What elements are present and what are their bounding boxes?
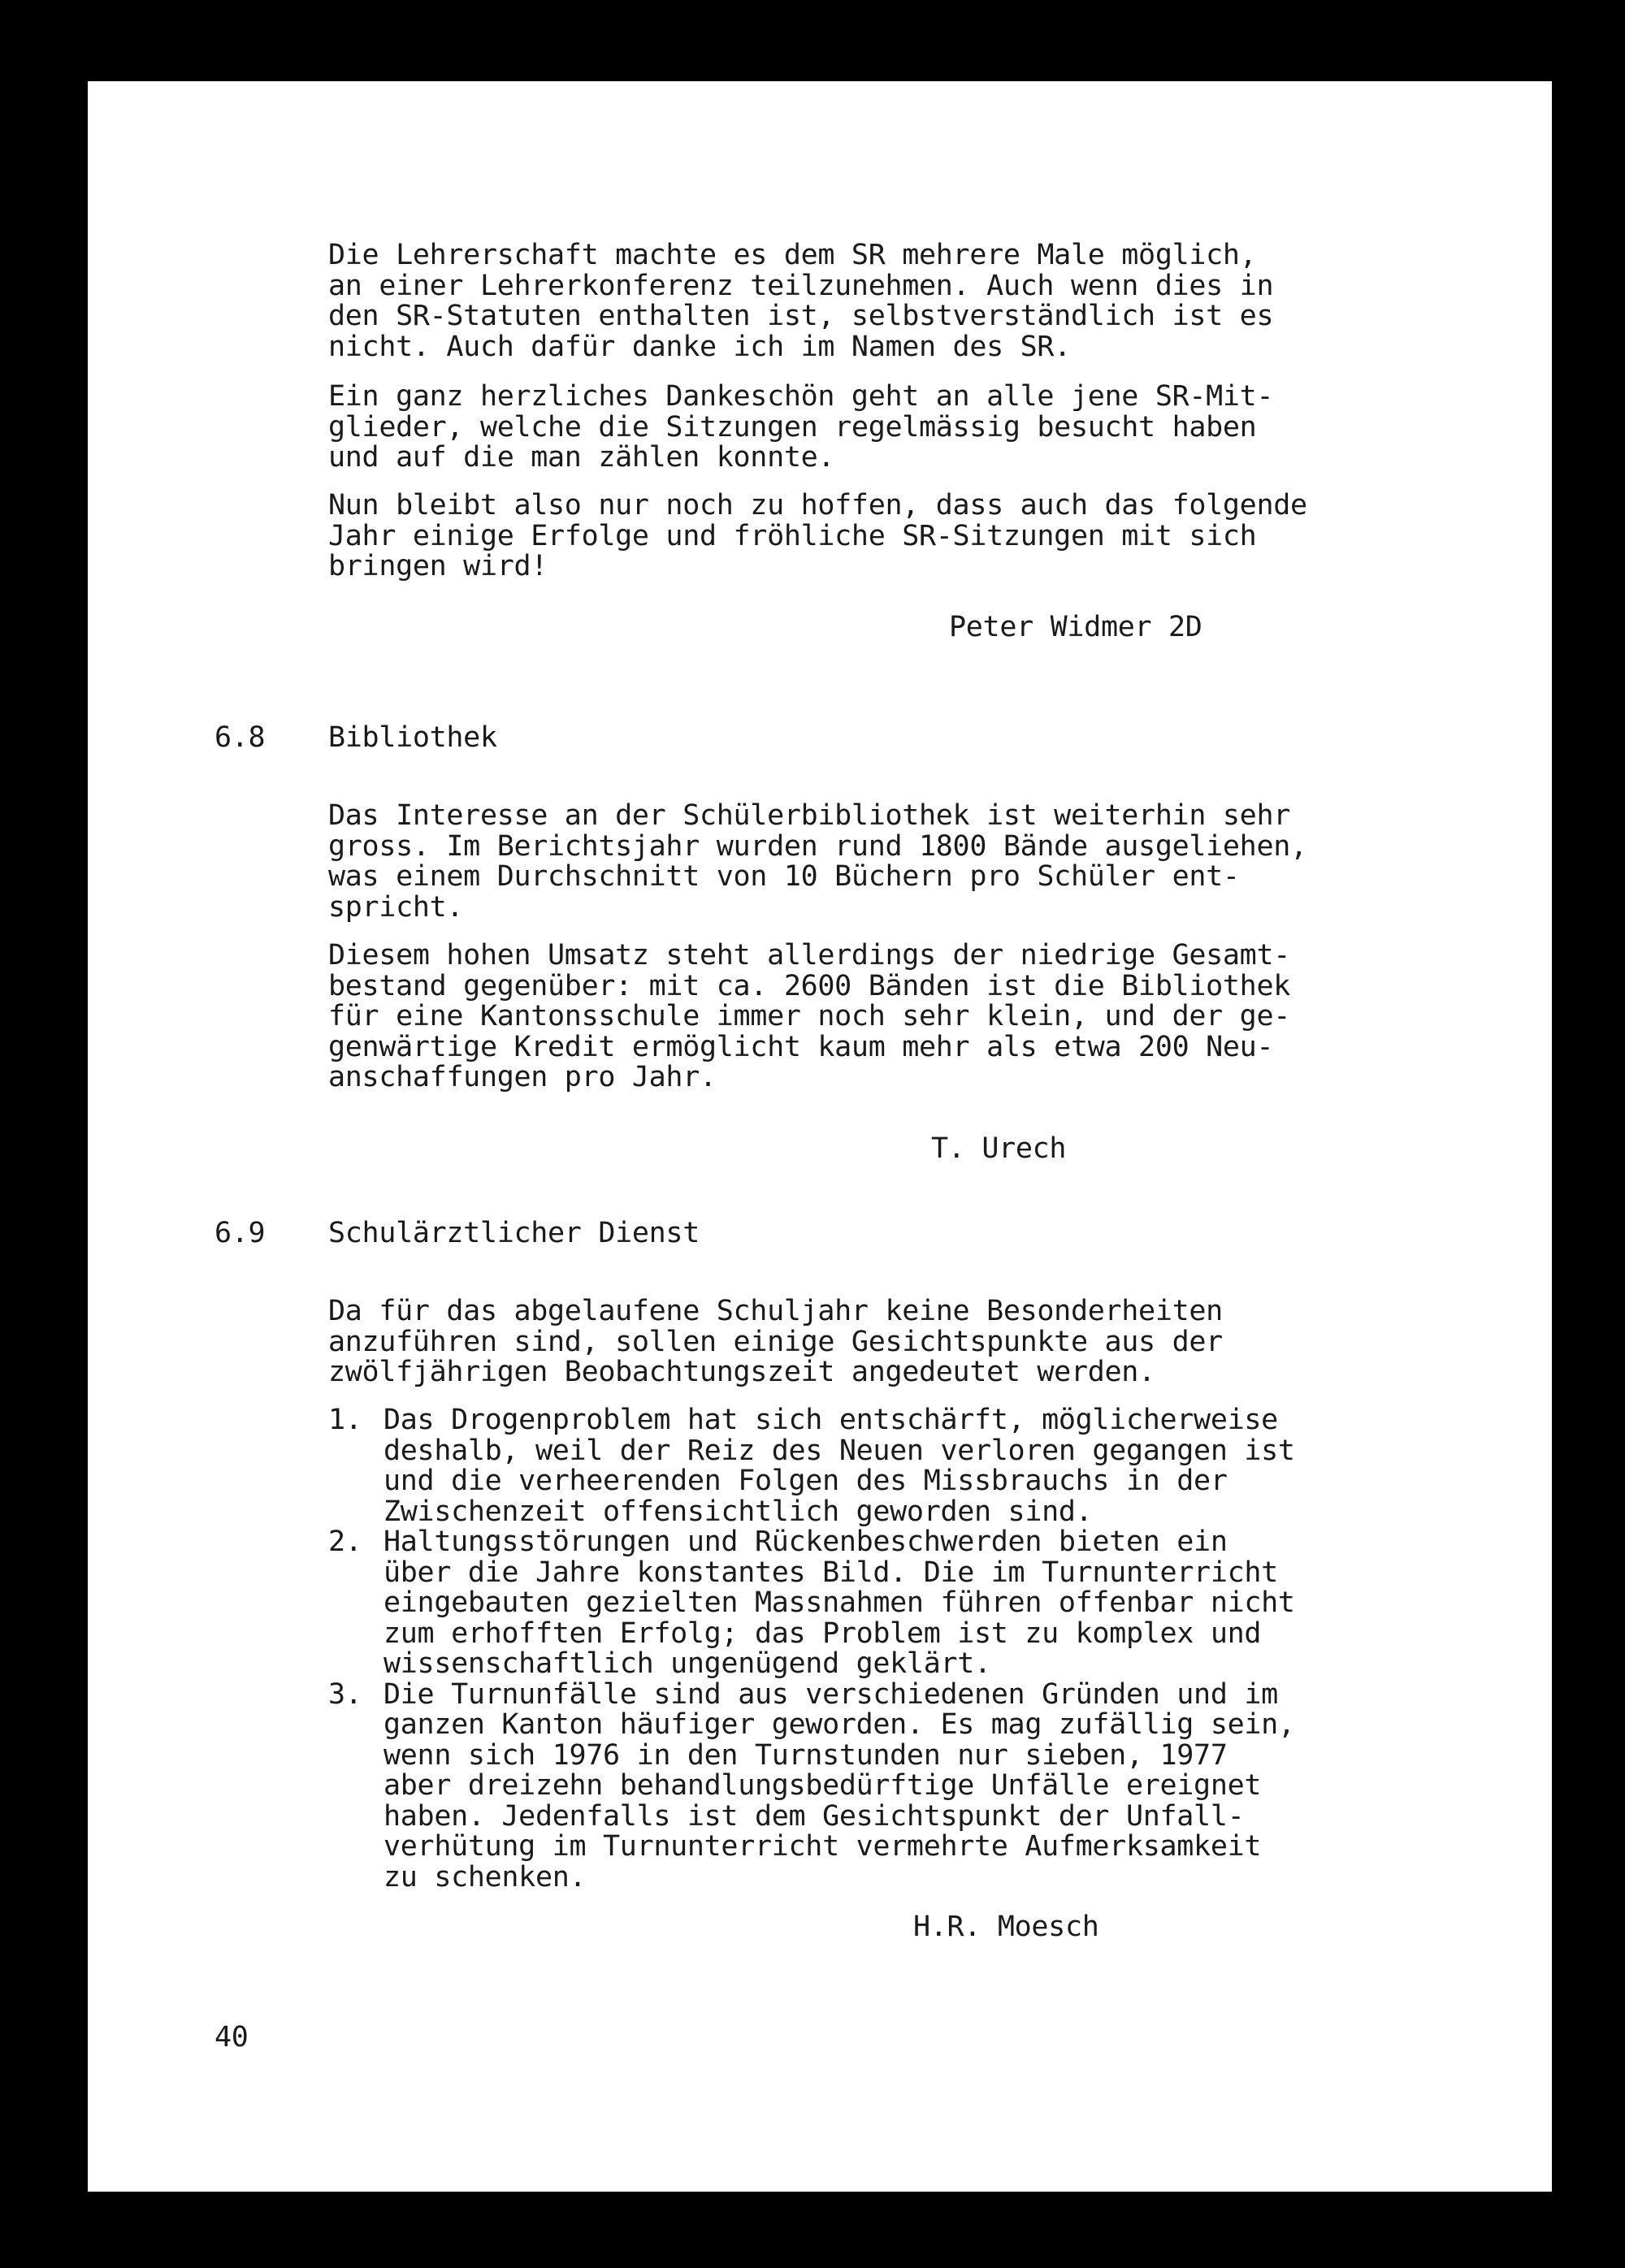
list-item-number: 2. <box>328 1526 362 1558</box>
list-item <box>328 1527 1498 1680</box>
text-line: gross. Im Berichtsjahr wurden rund 1800 Bände ausgeliehen, <box>328 829 1307 863</box>
text-line: an einer Lehrerkonferenz teilzunehmen. Auch wenn dies in <box>328 269 1274 302</box>
text-line: spricht. <box>328 890 464 924</box>
intro-paragraph-1 <box>328 240 1498 362</box>
section-number: 6.9 <box>214 1217 266 1249</box>
text-line: anzuführen sind, sollen einige Gesichtspunkte aus der <box>328 1325 1223 1358</box>
text-line: bestand gegenüber: mit ca. 2600 Bänden ist die Bibliothek <box>328 969 1290 1002</box>
section-title: Bibliothek <box>328 721 497 754</box>
intro-paragraph-2 <box>328 382 1498 474</box>
text-line: Das Drogenproblem hat sich entschärft, möglicherweise <box>384 1404 1278 1436</box>
text-line: den SR-Statuten enthalten ist, selbstverständlich ist es <box>328 300 1274 332</box>
text-line: Jahr einige Erfolge und fröhliche SR-Sitzungen mit sich <box>328 519 1257 552</box>
text-line: eingebauten gezielten Massnahmen führen offenbar nicht <box>384 1586 1295 1619</box>
text-line: wissenschaftlich ungenügend geklärt. <box>384 1647 991 1680</box>
text-line: Ein ganz herzliches Dankeschön geht an alle jene SR-Mit- <box>328 380 1274 413</box>
text-line: zwölfjährigen Beobachtungszeit angedeutet werden. <box>328 1356 1155 1388</box>
page-number: 40 <box>214 2021 249 2054</box>
document-page <box>88 81 1552 2192</box>
section-number: 6.8 <box>214 721 266 754</box>
text-line: nicht. Auch dafür danke ich im Namen des SR. <box>328 330 1071 363</box>
text-line: und auf die man zählen konnte. <box>328 441 835 474</box>
text-line: Da für das abgelaufene Schuljahr keine Besonderheiten <box>328 1295 1223 1327</box>
text-line: Nun bleibt also nur noch zu hoffen, dass auch das folgende <box>328 489 1307 522</box>
text-line: Das Interesse an der Schülerbibliothek ist weiterhin sehr <box>328 799 1290 832</box>
list-item <box>328 1405 1498 1527</box>
bibliothek-paragraph-1 <box>328 801 1498 923</box>
signature-peter-widmer: Peter Widmer 2D <box>949 611 1202 643</box>
list-item-number: 3. <box>328 1677 362 1711</box>
text-line: aber dreizehn behandlungsbedürftige Unfälle ereignet <box>384 1769 1262 1802</box>
text-line: ganzen Kanton häufiger geworden. Es mag zufällig sein, <box>384 1708 1295 1741</box>
text-line: wenn sich 1976 in den Turnstunden nur sieben, 1977 <box>384 1738 1228 1772</box>
document-body <box>88 81 1552 2192</box>
text-line: Haltungsstörungen und Rückenbeschwerden bieten ein <box>384 1526 1228 1558</box>
list-item <box>328 1677 1498 1894</box>
text-line: über die Jahre konstantes Bild. Die im Turnunterricht <box>384 1556 1278 1589</box>
text-line: haben. Jedenfalls ist dem Gesichtspunkt der Unfall- <box>384 1799 1245 1833</box>
text-line: Zwischenzeit offensichtlich geworden sind. <box>384 1495 1093 1528</box>
text-line: was einem Durchschnitt von 10 Büchern pro Schüler ent- <box>328 860 1240 893</box>
list-item-number: 1. <box>328 1404 362 1436</box>
observation-list <box>328 1405 1498 1893</box>
text-line: für eine Kantonsschule immer noch sehr klein, und der ge- <box>328 1000 1290 1032</box>
text-line: verhütung im Turnunterricht vermehrte Aufmerksamkeit <box>384 1830 1262 1863</box>
text-line: glieder, welche die Sitzungen regelmässig besucht haben <box>328 410 1257 444</box>
section-title: Schulärztlicher Dienst <box>328 1217 700 1249</box>
bibliothek-paragraph-2 <box>328 941 1498 1093</box>
text-line: Diesem hohen Umsatz steht allerdings der niedrige Gesamt- <box>328 939 1290 972</box>
signature-h-r-moesch: H.R. Moesch <box>913 1911 1099 1943</box>
intro-paragraph-3 <box>328 491 1498 582</box>
text-line: deshalb, weil der Reiz des Neuen verloren gegangen ist <box>384 1434 1295 1467</box>
text-line: bringen wird! <box>328 550 548 582</box>
text-line: Die Lehrerschaft machte es dem SR mehrere Male möglich, <box>328 239 1257 271</box>
text-line: anschaffungen pro Jahr. <box>328 1061 717 1093</box>
schularzt-intro-paragraph <box>328 1296 1498 1388</box>
signature-t-urech: T. Urech <box>931 1132 1067 1165</box>
text-line: Die Turnunfälle sind aus verschiedenen Gründen und im <box>384 1677 1278 1711</box>
text-line: zum erhofften Erfolg; das Problem ist zu komplex und <box>384 1617 1262 1650</box>
text-line: genwärtige Kredit ermöglicht kaum mehr als etwa 200 Neu- <box>328 1030 1274 1063</box>
text-line: und die verheerenden Folgen des Missbrauchs in der <box>384 1465 1228 1497</box>
text-line: zu schenken. <box>384 1860 587 1894</box>
